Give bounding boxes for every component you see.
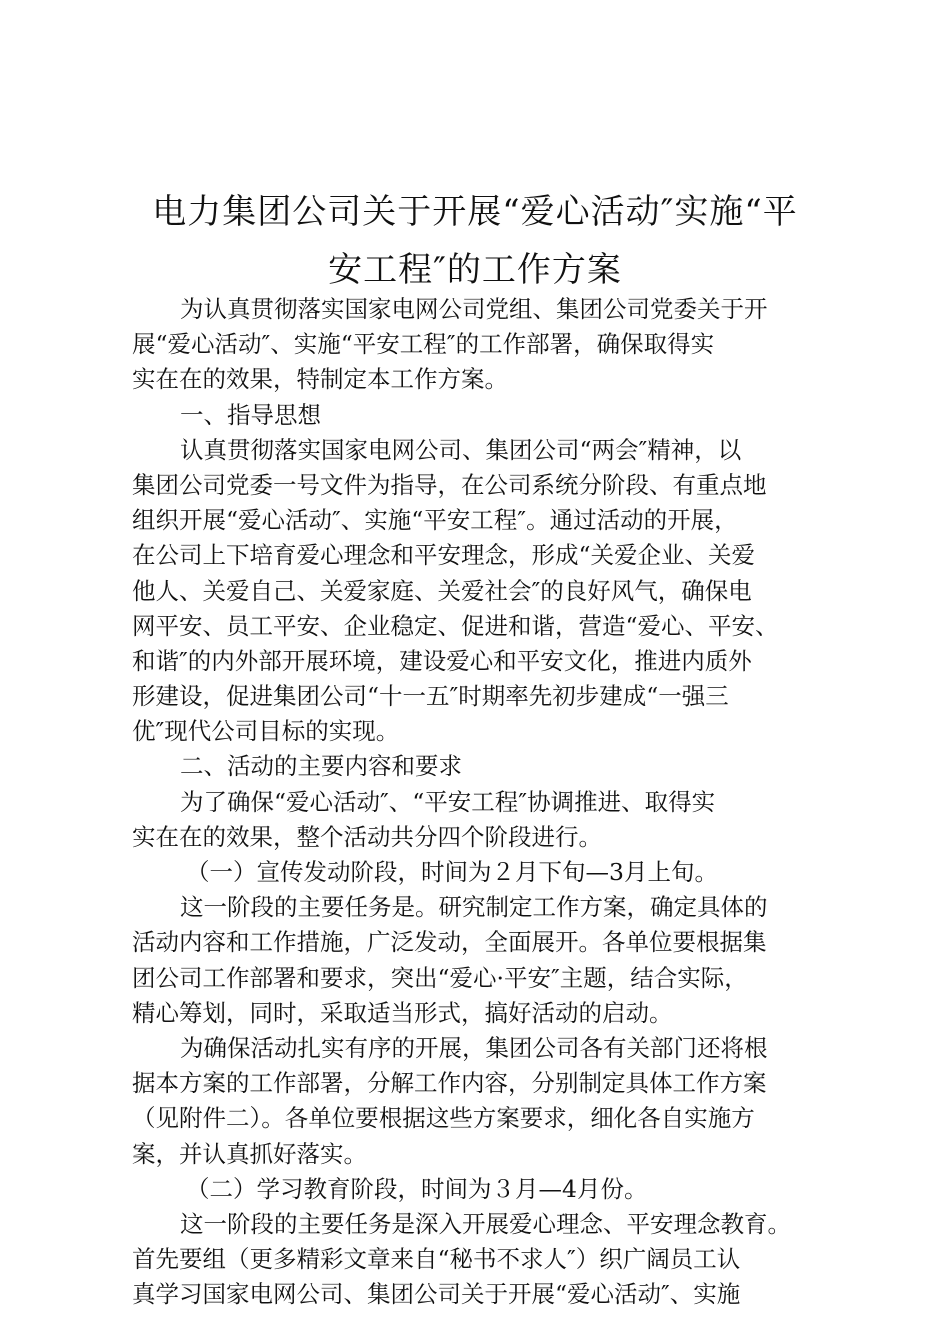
body-line: 认真贯彻落实国家电网公司、集团公司“两会″精神，以 xyxy=(180,435,742,464)
body-line: 首先要组（更多精彩文章来自“秘书不求人″）织广阔员工认 xyxy=(132,1245,741,1274)
body-line: （见附件二）。各单位要根据这些方案要求，细化各自实施方 xyxy=(132,1104,755,1133)
body-line: 这一阶段的主要任务是深入开展爱心理念、平安理念教育。 xyxy=(180,1209,791,1238)
body-line: 活动内容和工作措施，广泛发动，全面展开。各单位要根据集 xyxy=(132,928,767,957)
body-line: 为了确保“爱心活动″、“平安工程″协调推进、取得实 xyxy=(180,787,716,816)
body-line: 形建设，促进集团公司“十一五″时期率先初步建成“一强三 xyxy=(132,682,729,711)
body-line: 优″现代公司目标的实现。 xyxy=(132,717,400,746)
body-line: 组织开展“爱心活动″、实施“平安工程″。通过活动的开展， xyxy=(132,506,738,535)
body-line: 网平安、员工平安、企业稳定、促进和谐，营造“爱心、平安、 xyxy=(132,611,779,640)
body-line: 案，并认真抓好落实。 xyxy=(132,1139,367,1168)
section-heading-guiding-thought: 一、指导思想 xyxy=(180,400,321,429)
document-body xyxy=(132,292,838,1312)
body-line: 精心筹划，同时，采取适当形式，搞好活动的启动。 xyxy=(132,998,673,1027)
body-line: 在公司上下培育爱心理念和平安理念，形成“关爱企业、关爱 xyxy=(132,541,756,570)
body-line: 这一阶段的主要任务是。研究制定工作方案，确定具体的 xyxy=(180,893,768,922)
subsection-heading-education-stage: （二）学习教育阶段，时间为３月—4月份。 xyxy=(186,1174,648,1203)
body-line: 实在在的效果，特制定本工作方案。 xyxy=(132,365,508,394)
document-title-line-2: 安工程″的工作方案 xyxy=(328,250,622,290)
body-line: 和谐″的内外部开展环境，建设爱心和平安文化，推进内质外 xyxy=(132,646,752,675)
body-line: 为确保活动扎实有序的开展，集团公司各有关部门还将根 xyxy=(180,1033,768,1062)
section-heading-activity-content: 二、活动的主要内容和要求 xyxy=(180,752,462,781)
body-line: 为认真贯彻落实国家电网公司党组、集团公司党委关于开 xyxy=(180,295,768,323)
body-line: 实在在的效果，整个活动共分四个阶段进行。 xyxy=(132,822,602,851)
body-line: 据本方案的工作部署，分解工作内容，分别制定具体工作方案 xyxy=(132,1069,767,1098)
body-line: 集团公司党委一号文件为指导，在公司系统分阶段、有重点地 xyxy=(132,470,767,499)
body-line: 他人、关爱自己、关爱家庭、关爱社会″的良好风气，确保电 xyxy=(132,576,752,605)
body-line: 团公司工作部署和要求，突出“爱心·平安″主题，结合实际， xyxy=(132,963,748,992)
body-line: 真学习国家电网公司、集团公司关于开展“爱心活动″、实施 xyxy=(132,1280,741,1309)
body-line: 展“爱心活动″、实施“平安工程″的工作部署，确保取得实 xyxy=(132,330,715,359)
document-title-line-1: 电力集团公司关于开展“爱心活动″实施“平 xyxy=(152,192,798,232)
subsection-heading-publicity-stage: （一）宣传发动阶段，时间为２月下旬—3月上旬。 xyxy=(186,858,718,886)
